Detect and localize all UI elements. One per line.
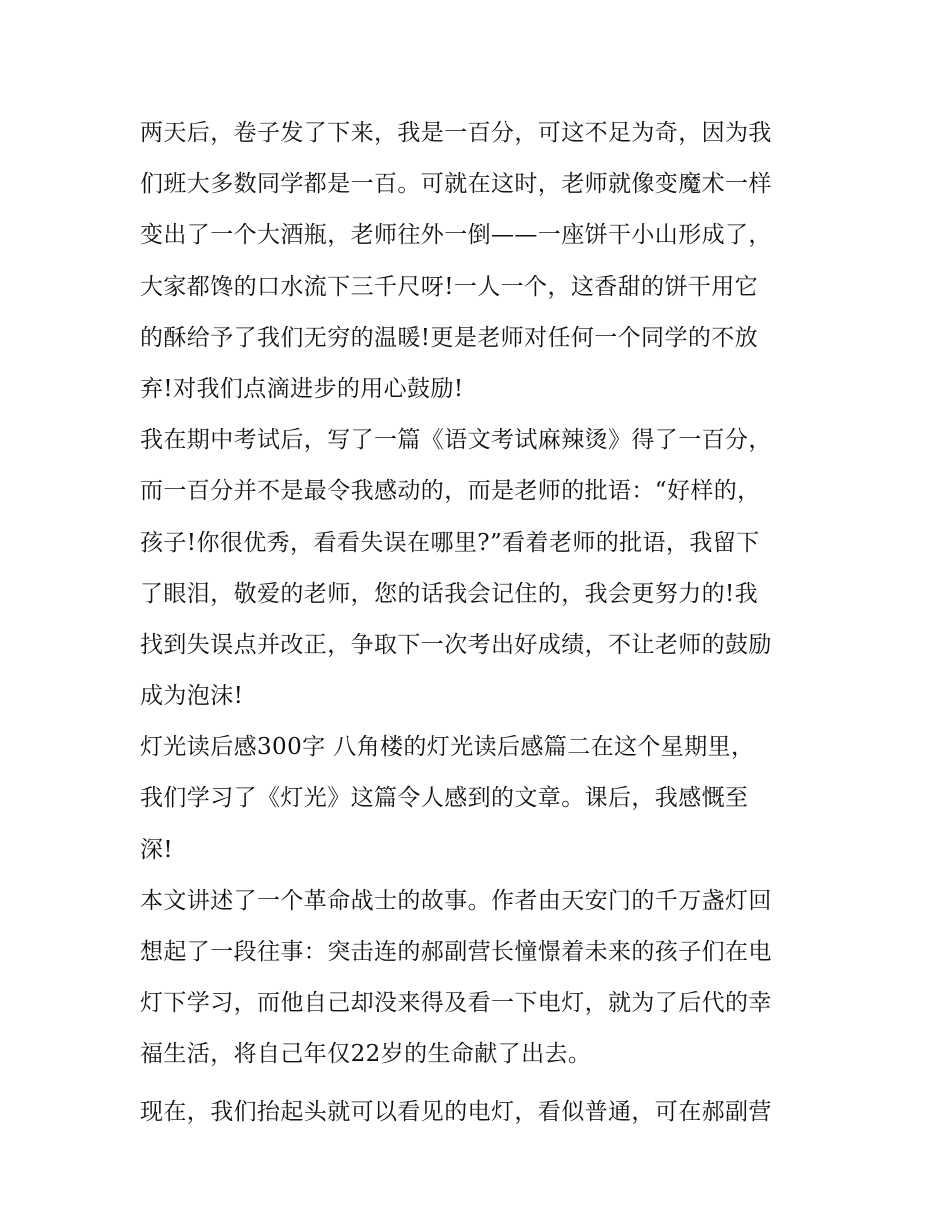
text-line: 两天后，卷子发了下来，我是一百分，可这不足为奇，因为我 — [140, 120, 772, 146]
text-line: 了眼泪，敬爱的老师，您的话我会记住的，我会更努力的!我 — [140, 580, 759, 607]
text-line: 灯下学习，而他自己却没来得及看一下电灯，就为了后代的幸 — [140, 990, 772, 1017]
text-line: 现在，我们抬起头就可以看见的电灯，看似普通，可在郝副营 — [140, 1098, 772, 1125]
text-line: 我们学习了《灯光》这篇令人感到的文章。课后，我感慨至 — [140, 785, 749, 812]
text-line: 灯光读后感300字 八角楼的灯光读后感篇二在这个星期里， — [140, 734, 755, 761]
text-line: 想起了一段往事：突击连的郝副营长憧憬着未来的孩子们在电 — [140, 939, 772, 965]
text-line: 找到失误点并改正，争取下一次考出好成绩，不让老师的鼓励 — [140, 631, 772, 658]
text-line: 我在期中考试后，写了一篇《语文考试麻辣烫》得了一百分， — [140, 427, 772, 454]
text-line: 变出了一个大酒瓶，老师往外一倒——一座饼干小山形成了， — [140, 222, 772, 249]
text-line: 的酥给予了我们无穷的温暖!更是老师对任何一个同学的不放 — [140, 324, 759, 351]
text-line: 福生活，将自己年仅22岁的生命献了出去。 — [140, 1041, 592, 1068]
text-line: 本文讲述了一个革命战士的故事。作者由天安门的千万盏灯回 — [140, 887, 772, 914]
text-line: 大家都馋的口水流下三千尺呀!一人一个，这香甜的饼干用它 — [140, 273, 759, 300]
text-line: 孩子!你很优秀，看看失误在哪里?”看着老师的批语，我留下 — [140, 529, 760, 556]
text-line: 深! — [140, 836, 174, 863]
text-line: 弃!对我们点滴进步的用心鼓励! — [140, 375, 464, 402]
text-line: 成为泡沫! — [140, 683, 244, 710]
text-line: 们班大多数同学都是一百。可就在这时，老师就像变魔术一样 — [140, 171, 772, 198]
document-body — [140, 108, 820, 1138]
text-line: 而一百分并不是最令我感动的，而是老师的批语：“好样的， — [140, 478, 761, 505]
